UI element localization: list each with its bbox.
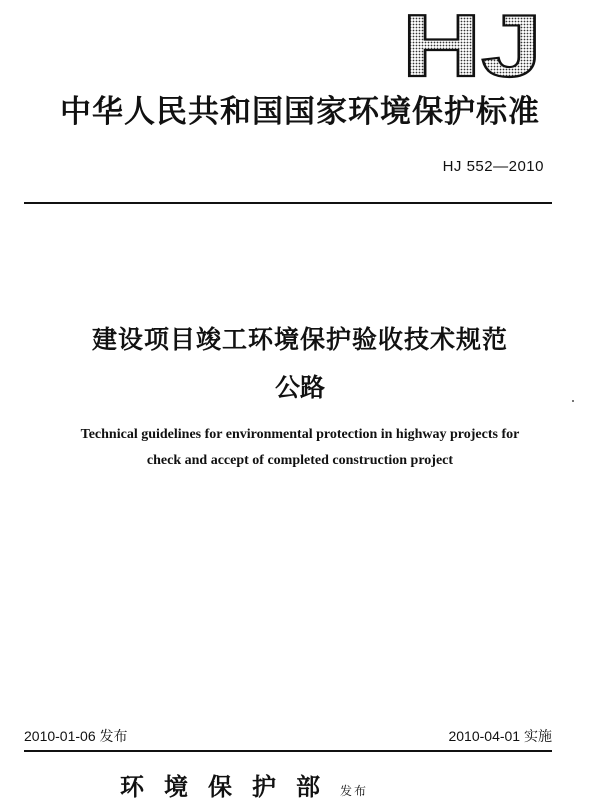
standard-organization-title: 中华人民共和国国家环境保护标准 <box>60 94 540 130</box>
header-divider <box>24 202 552 204</box>
document-title-en <box>0 422 600 474</box>
issue-date: 2010-01-06 发布 <box>24 728 128 744</box>
document-title-cn: 建设项目竣工环境保护验收技术规范 <box>91 325 508 354</box>
publisher-name: 环境保护部 <box>120 772 340 801</box>
title-en-line-1: Technical guidelines for environmental protection in highway projects for <box>80 427 520 442</box>
hj-logo <box>400 8 544 80</box>
document-subtitle-cn: 公路 <box>274 373 325 402</box>
hj-logo-graphic <box>400 8 544 80</box>
publisher-suffix: 发布 <box>340 784 369 798</box>
publisher <box>120 772 368 806</box>
footer-divider <box>24 750 552 752</box>
scan-speck <box>572 400 574 402</box>
title-en-line-2: check and accept of completed construction project <box>146 453 454 468</box>
implementation-date: 2010-04-01 实施 <box>448 728 552 744</box>
hj-logo-text: HJ <box>402 8 542 80</box>
standard-number: HJ 552—2010 <box>442 158 544 175</box>
